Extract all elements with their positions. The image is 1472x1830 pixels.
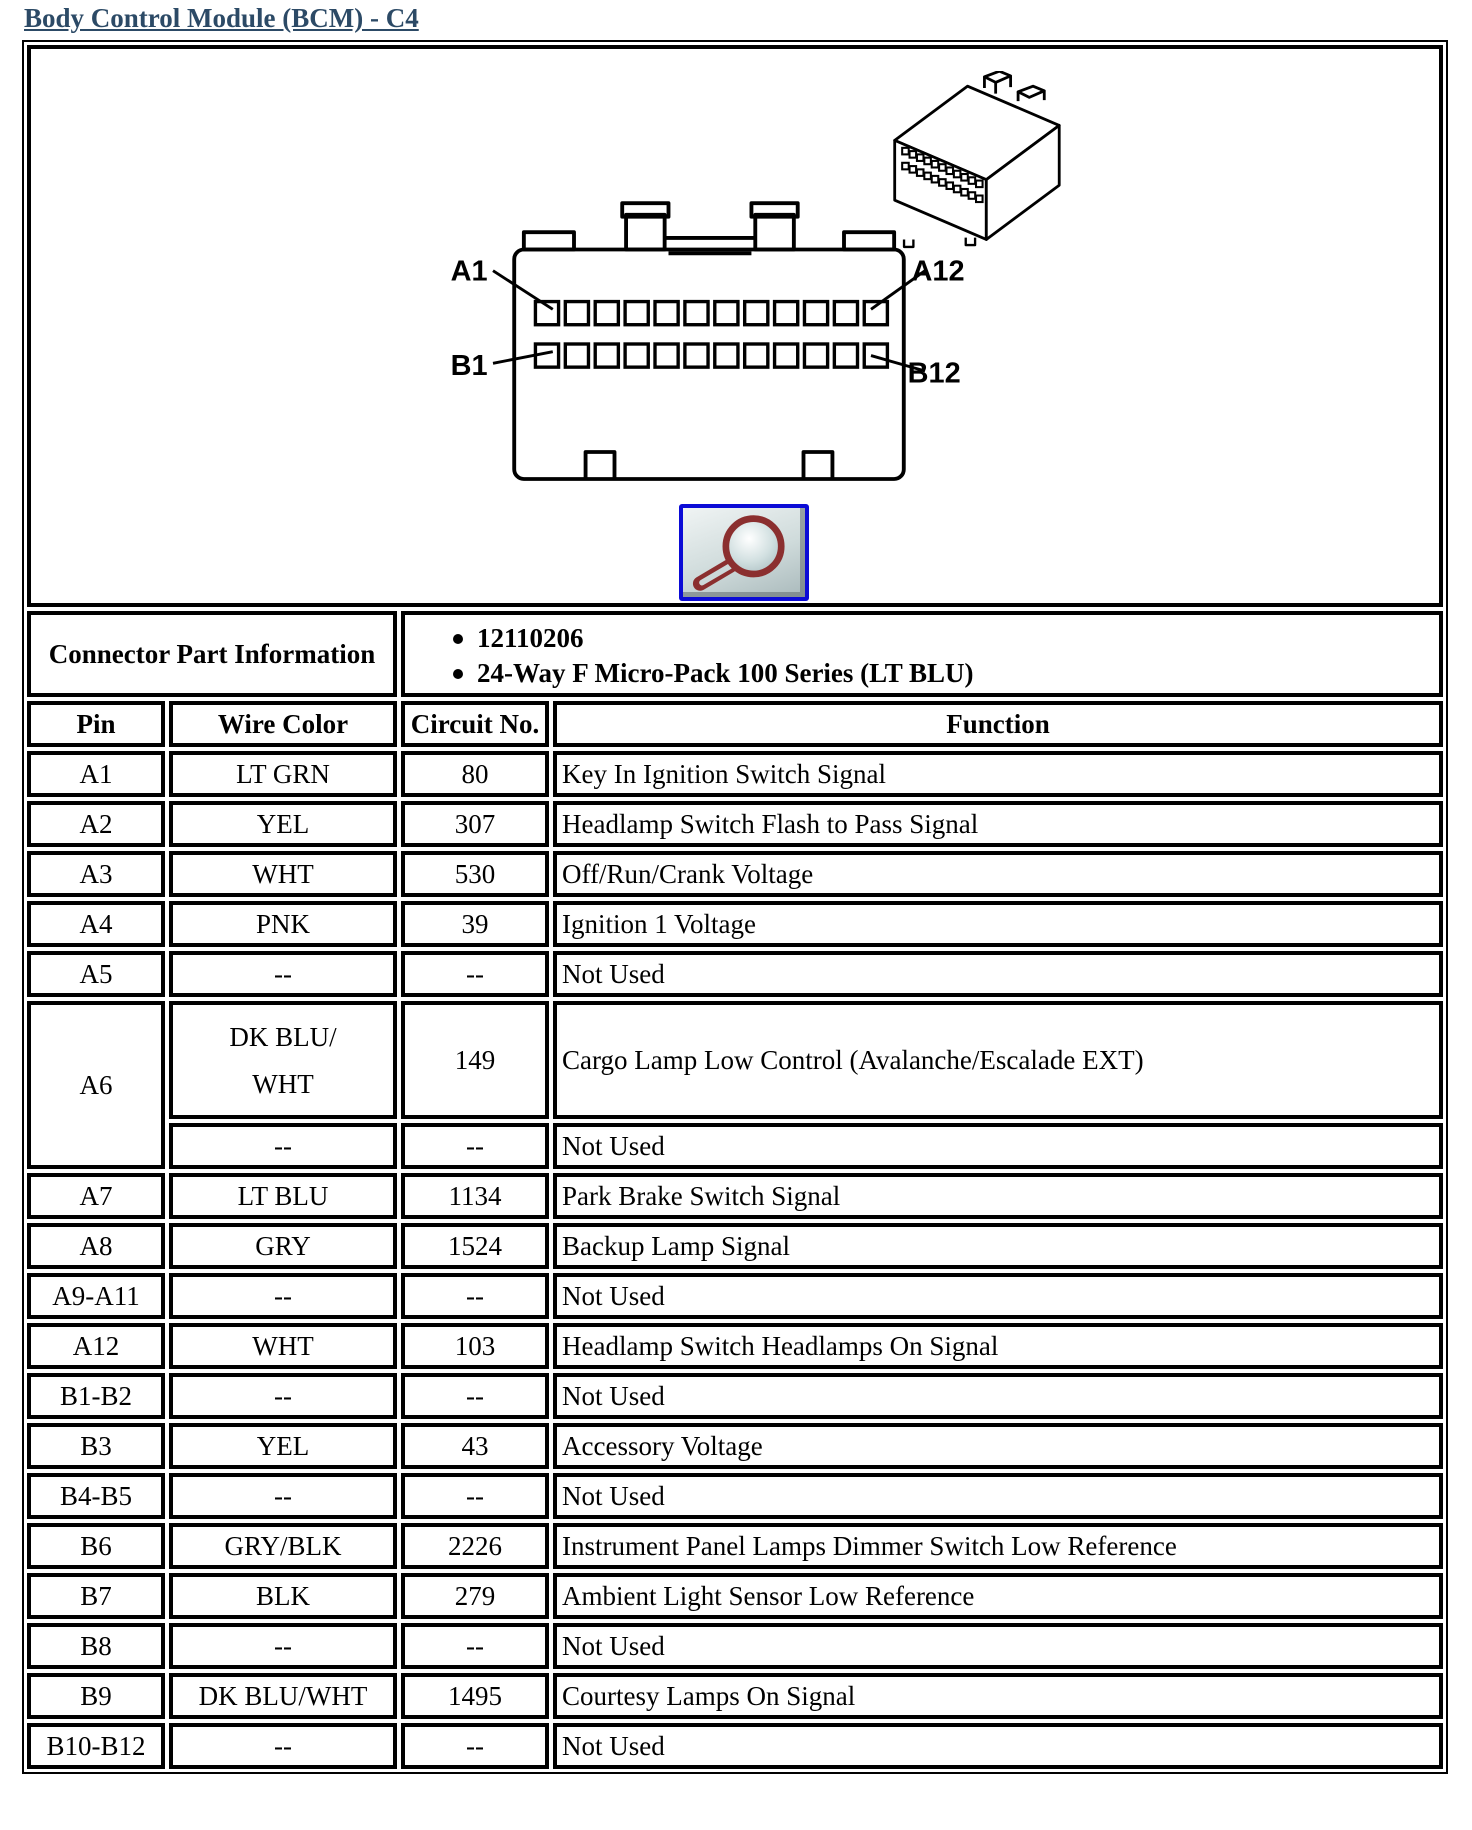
table-row: [27, 951, 1443, 997]
table-row: [27, 1623, 1443, 1669]
wire-color-cell: WHT: [169, 851, 397, 897]
circuit-cell: --: [401, 1723, 549, 1769]
pin-table-header-row: [27, 701, 1443, 747]
table-row: [27, 1573, 1443, 1619]
pin-cavity: [745, 302, 768, 325]
part-info-values: [401, 611, 1443, 697]
wire-color-cell: GRY/BLK: [169, 1523, 397, 1569]
pin-cell: A2: [27, 801, 165, 847]
header-wire: Wire Color: [169, 701, 397, 747]
part-info-row: [27, 611, 1443, 697]
part-info-item: 24-Way F Micro-Pack 100 Series (LT BLU): [451, 656, 1439, 691]
circuit-cell: 1524: [401, 1223, 549, 1269]
circuit-cell: 149: [401, 1001, 549, 1119]
function-cell: Headlamp Switch Flash to Pass Signal: [553, 801, 1443, 847]
pin-cell: B10-B12: [27, 1723, 165, 1769]
part-info-item: 12110206: [451, 621, 1439, 656]
function-cell: Backup Lamp Signal: [553, 1223, 1443, 1269]
function-cell: Not Used: [553, 951, 1443, 997]
wire-color-cell: WHT: [169, 1323, 397, 1369]
header-function: Function: [553, 701, 1443, 747]
function-cell: Not Used: [553, 1473, 1443, 1519]
pin-label-a12: A12: [911, 255, 965, 288]
part-info-label: Connector Part Information: [27, 611, 397, 697]
function-cell: Ignition 1 Voltage: [553, 901, 1443, 947]
pin-cell: A8: [27, 1223, 165, 1269]
wire-color-cell: --: [169, 1723, 397, 1769]
table-row: [27, 901, 1443, 947]
function-cell: Accessory Voltage: [553, 1423, 1443, 1469]
pin-cavity: [804, 302, 827, 325]
circuit-cell: 1495: [401, 1673, 549, 1719]
function-cell: Not Used: [553, 1123, 1443, 1169]
function-cell: Off/Run/Crank Voltage: [553, 851, 1443, 897]
table-row: [27, 1323, 1443, 1369]
magnifier-icon: [686, 511, 802, 595]
function-cell: Not Used: [553, 1623, 1443, 1669]
circuit-cell: --: [401, 1273, 549, 1319]
b1-leader-line: [493, 352, 553, 364]
function-cell: Cargo Lamp Low Control (Avalanche/Escalade EXT): [553, 1001, 1443, 1119]
pin-cell: A7: [27, 1173, 165, 1219]
circuit-cell: 530: [401, 851, 549, 897]
pin-cavity: [565, 302, 588, 325]
pin-cavity: [685, 344, 708, 367]
wire-color-cell: DK BLU/WHT: [169, 1673, 397, 1719]
wire-color-cell: BLK: [169, 1573, 397, 1619]
table-row: [27, 1423, 1443, 1469]
circuit-cell: --: [401, 1473, 549, 1519]
pin-cavity: [804, 344, 827, 367]
header-pin: Pin: [27, 701, 165, 747]
pin-cell: B7: [27, 1573, 165, 1619]
pin-cell: B1-B2: [27, 1373, 165, 1419]
pin-cell: B3: [27, 1423, 165, 1469]
table-row: [27, 1273, 1443, 1319]
pin-cell: A3: [27, 851, 165, 897]
wire-color-cell: --: [169, 1623, 397, 1669]
pin-table-body: [27, 751, 1443, 1769]
wire-color-cell: [169, 1001, 397, 1119]
wire-color-cell: PNK: [169, 901, 397, 947]
function-cell: Headlamp Switch Headlamps On Signal: [553, 1323, 1443, 1369]
circuit-cell: 43: [401, 1423, 549, 1469]
wire-color-cell: GRY: [169, 1223, 397, 1269]
pin-cavity: [595, 302, 618, 325]
table-row: [27, 1523, 1443, 1569]
pin-cavity: [715, 344, 738, 367]
table-row: [27, 1373, 1443, 1419]
pin-cavity: [685, 302, 708, 325]
magnify-button[interactable]: [679, 504, 809, 601]
circuit-cell: 307: [401, 801, 549, 847]
pin-cavity: [775, 344, 798, 367]
pin-cavity: [834, 344, 857, 367]
pin-cell: B4-B5: [27, 1473, 165, 1519]
pin-cavity: [625, 302, 648, 325]
pin-label-b12: B12: [907, 357, 961, 390]
table-row: [27, 1223, 1443, 1269]
function-cell: Not Used: [553, 1373, 1443, 1419]
pin-label-a1: A1: [450, 255, 488, 288]
pin-cell: B8: [27, 1623, 165, 1669]
content-box: [22, 40, 1448, 1774]
table-row: [27, 851, 1443, 897]
function-cell: Courtesy Lamps On Signal: [553, 1673, 1443, 1719]
wire-color-line: DK BLU/: [229, 1021, 337, 1052]
wire-color-cell: YEL: [169, 1423, 397, 1469]
pin-cavity: [595, 344, 618, 367]
table-row: [27, 1473, 1443, 1519]
circuit-cell: 103: [401, 1323, 549, 1369]
function-cell: Not Used: [553, 1723, 1443, 1769]
wire-color-cell: --: [169, 1123, 397, 1169]
pin-cell: B6: [27, 1523, 165, 1569]
pin-cavity: [625, 344, 648, 367]
pin-cavity: [655, 302, 678, 325]
pin-cell: A5: [27, 951, 165, 997]
circuit-cell: --: [401, 951, 549, 997]
wire-color-cell: --: [169, 1273, 397, 1319]
table-row: [27, 1173, 1443, 1219]
header-circuit: Circuit No.: [401, 701, 549, 747]
pin-cavity: [715, 302, 738, 325]
table-row-merged: [27, 1001, 1443, 1169]
a1-leader-line: [493, 271, 553, 310]
function-cell: Not Used: [553, 1273, 1443, 1319]
pin-cell: A1: [27, 751, 165, 797]
connector-illustration: [27, 45, 1443, 607]
pin-cavity: [565, 344, 588, 367]
pin-cell: A4: [27, 901, 165, 947]
pin-grid: [535, 302, 887, 368]
table-row: [27, 751, 1443, 797]
circuit-cell: 1134: [401, 1173, 549, 1219]
circuit-cell: 80: [401, 751, 549, 797]
pin-cavity: [655, 344, 678, 367]
page-title[interactable]: Body Control Module (BCM) - C4: [24, 3, 419, 33]
circuit-cell: --: [401, 1123, 549, 1169]
circuit-cell: 279: [401, 1573, 549, 1619]
pin-cavity: [775, 302, 798, 325]
manual-page: [22, 3, 1448, 1774]
connector-3d-view: [876, 71, 1091, 249]
function-cell: Park Brake Switch Signal: [553, 1173, 1443, 1219]
wire-color-cell: YEL: [169, 801, 397, 847]
wire-color-cell: --: [169, 951, 397, 997]
pin-cell: B9: [27, 1673, 165, 1719]
circuit-cell: 2226: [401, 1523, 549, 1569]
function-cell: Ambient Light Sensor Low Reference: [553, 1573, 1443, 1619]
table-row: [27, 1723, 1443, 1769]
pin-cell: A6: [27, 1001, 165, 1169]
wire-color-cell: --: [169, 1473, 397, 1519]
wire-color-cell: LT BLU: [169, 1173, 397, 1219]
wire-color-cell: --: [169, 1373, 397, 1419]
circuit-cell: --: [401, 1623, 549, 1669]
wire-color-cell: LT GRN: [169, 751, 397, 797]
table-row: [27, 801, 1443, 847]
function-cell: Instrument Panel Lamps Dimmer Switch Low Reference: [553, 1523, 1443, 1569]
part-info-list: [405, 615, 1439, 691]
function-cell: Key In Ignition Switch Signal: [553, 751, 1443, 797]
circuit-cell: 39: [401, 901, 549, 947]
pin-cell: A9-A11: [27, 1273, 165, 1319]
table-row: [27, 1673, 1443, 1719]
pin-cavity: [745, 344, 768, 367]
wire-color-line: WHT: [252, 1068, 314, 1099]
pin-cell: A12: [27, 1323, 165, 1369]
pin-label-b1: B1: [450, 349, 488, 382]
pin-cavity: [834, 302, 857, 325]
circuit-cell: --: [401, 1373, 549, 1419]
